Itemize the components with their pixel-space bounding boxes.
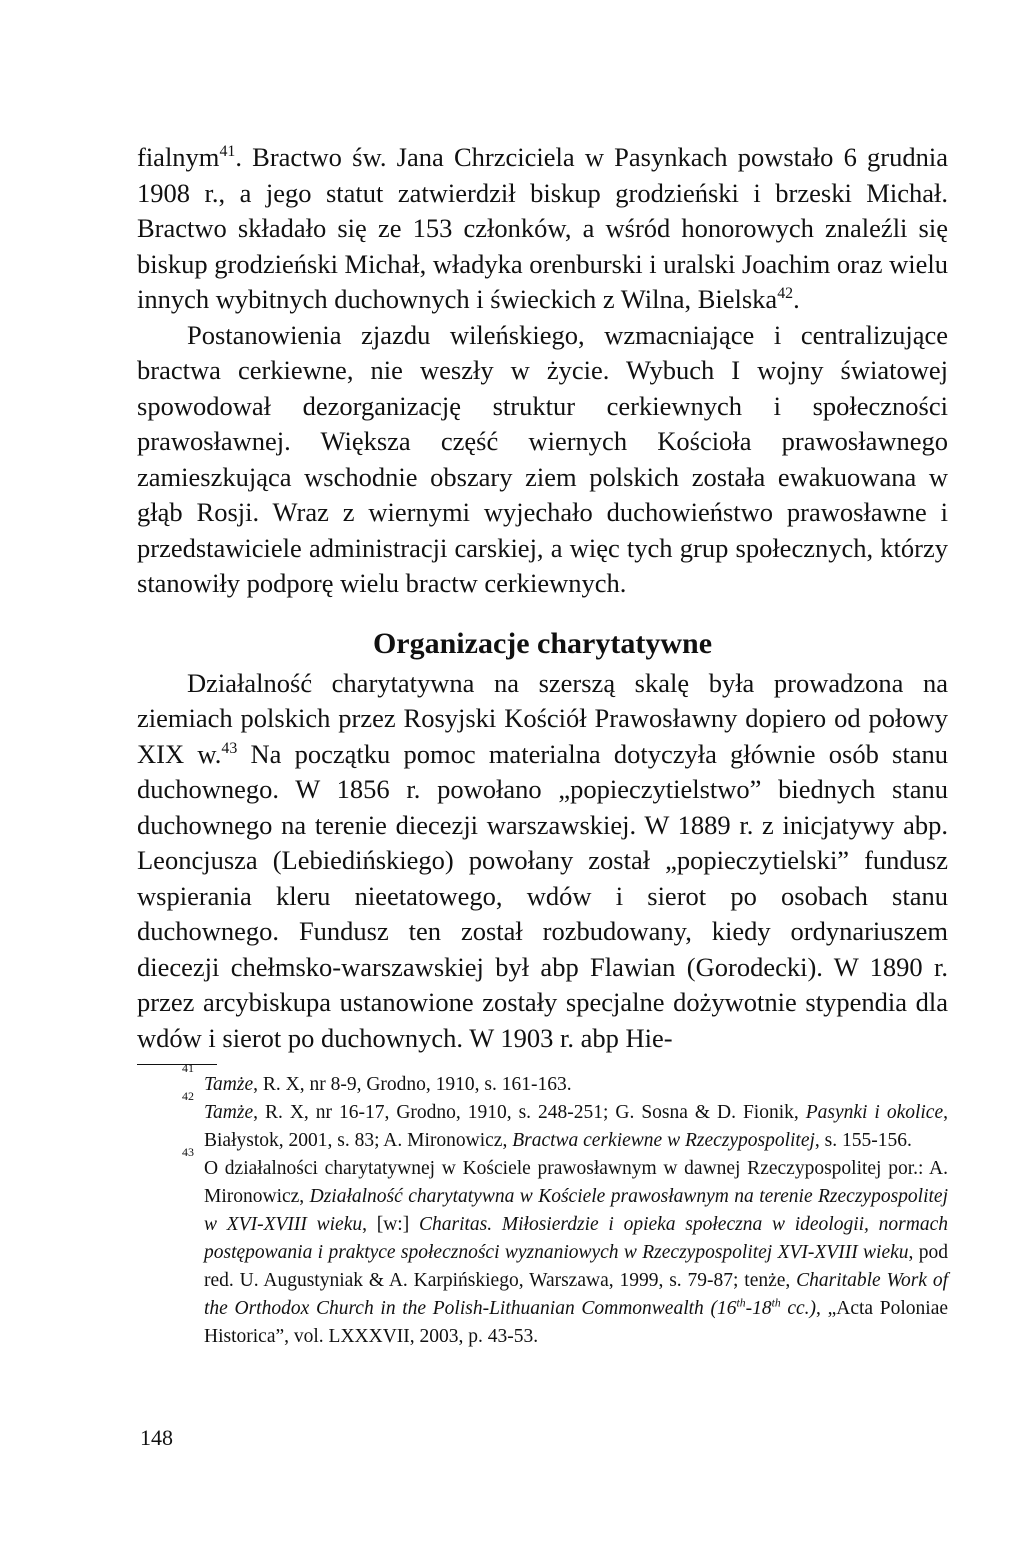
footnotes [137,1061,949,1351]
footnote-text: Charitas. Miłosierdzie i opieka społeczna w ideologii, normach postępowania i praktyce społeczności wyznaniowych w Rzeczypospolitej XVI-XVIII wieku [204,1214,948,1263]
footnote-text: O działalności charytatywnej w Kościele prawosławnym w dawnej Rzeczypospolitej por.: A. Mironowicz, [204,1158,948,1207]
p3-text-b: Na początku pomoc materialna dotyczyła głównie osób stanu duchownego. W 1856 r. powołano „popieczytielstwo” biednych stanu duchownego na terenie diecezji warszawskiej. W 1889 r. z inicjatywy abp. Leoncjusza (Lebiedińskiego) powołany został „popieczytielski” fundusz wspierania kleru nieetatowego, wdów i sierot po osobach stanu duchownego. Fundusz ten został rozbudowany, kiedy ordynariuszem diecezji chełmsko-warszawskiej był abp Flawian (Gorodecki). W 1890 r. przez arcybiskupa ustanowione zostały specjalne dożywotnie stypendia dla wdów i sierot po duchownych. W 1903 r. abp Hie- [137,738,948,1053]
footnote-text: Bractwa cerkiewne w Rzeczypospolitej [512,1130,815,1151]
footnote-text: cc.) [780,1298,817,1319]
footnote-text: , „Acta Poloniae Historica”, vol. LXXXVII, 2003, p. 43-53. [204,1298,948,1347]
p1-text-a: fialnym [137,142,220,172]
section-text [137,666,948,1057]
p1-text-b: . Bractwo św. Jana Chrzciciela w Pasynkach powstało 6 grudnia 1908 r., a jego statut zatwierdził biskup grodzieński i brzeski Michał. Bractwo składało się ze 153 członków, a wśród honorowych znaleźli się biskup grodzieński Michał, władyka orenburski i uralski Joachim oraz wielu innych wybitnych duchownych i świeckich z Wilna, Bielska [137,142,949,314]
main-text [137,140,948,602]
footnote-number: 41 [182,1061,194,1075]
footnote-number: 43 [182,1145,194,1159]
footnote-text: , Białystok, 2001, s. 83; A. Mironowicz, [204,1102,948,1151]
footnote-ref-41: 41 [219,143,236,161]
footnote-text: Działalność charytatywna w Kościele prawosławnym na terenie Rzeczypospolitej w XVI-XVIII wieku [204,1186,948,1235]
paragraph-2: Postanowienia zjazdu wileńskiego, wzmacniające i centralizujące bractwa cerkiewne, nie weszły w życie. Wybuch I wojny światowej spowodował dezorganizację struktur cerkiewnych i społeczności prawosławnej. Większa część wiernych Kościoła prawosławnego zamieszkująca wschodnie obszary ziem polskich została ewakuowana w głąb Rosji. Wraz z wiernymi wyjechało duchowieństwo prawosławne i przedstawiciele administracji carskiej, a więc tych grup społecznych, którzy stanowiły podporę wielu bractw cerkiewnych. [137,319,948,598]
footnote-43 [137,1145,949,1351]
footnote-text: , [w:] [362,1214,419,1235]
footnote-text: , R. X, nr 8-9, Grodno, 1910, s. 161-163. [253,1074,572,1095]
paragraph-1 [137,140,948,318]
footnote-text: th [771,1296,781,1310]
footnote-divider [137,1064,217,1065]
footnote-41 [137,1061,948,1099]
footnote-text: Charitable Work of the Orthodox Church in the Polish-Lithuanian Commonwealth (16 [204,1270,948,1319]
p3-text-a: Działalność charytatywna na szerszą skalę była prowadzona na ziemiach polskich przez Rosyjski Kościół Prawosławny dopiero od połowy XIX w. [137,667,948,769]
paragraph-3 [137,666,948,1057]
page-content [137,140,948,1351]
footnote-text: th [736,1296,746,1310]
footnote-number: 42 [182,1089,194,1103]
footnote-text: Tamże [204,1074,254,1095]
footnote-text: , s. 155-156. [814,1130,912,1151]
page-number: 148 [140,1425,173,1450]
footnote-ref-42: 42 [777,285,794,303]
footnote-text: Tamże [204,1102,254,1123]
footnote-42 [137,1089,948,1155]
footnote-text: , R. X, nr 16-17, Grodno, 1910, s. 248-251; G. Sosna & D. Fionik, [253,1102,806,1123]
footnote-text: -18 [745,1298,772,1319]
footnote-text: Pasynki i okolice [805,1102,944,1123]
section-heading: Organizacje charytatywne [372,626,713,660]
footnote-text: , pod red. U. Augustyniak & A. Karpińskiego, Warszawa, 1999, s. 79-87; tenże, [204,1242,949,1291]
p1-text-c: . [793,284,800,314]
footnote-ref-43: 43 [221,739,238,757]
